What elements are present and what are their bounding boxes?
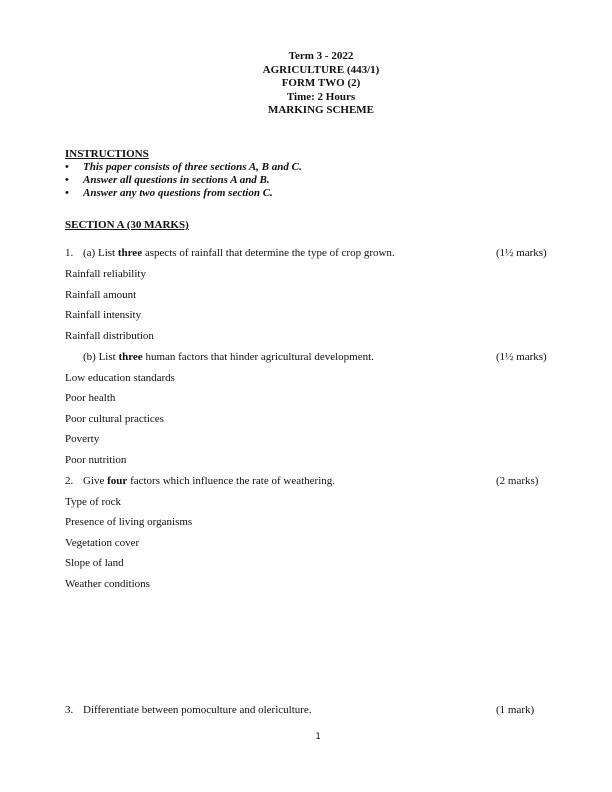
answer-item: Rainfall amount: [65, 289, 137, 301]
question-number: 3.: [65, 704, 74, 716]
answer-item: Rainfall distribution: [65, 330, 154, 342]
question-part: (b): [83, 351, 96, 363]
question-marks: (1 mark): [496, 704, 535, 716]
bullet-icon: •: [65, 174, 69, 186]
question-marks: (1½ marks): [496, 351, 547, 363]
answer-item: Vegetation cover: [65, 537, 140, 549]
question-number: 2.: [65, 475, 74, 487]
answer-item: Low education standards: [65, 372, 175, 384]
question-marks: (2 marks): [496, 475, 539, 487]
instruction-item: • Answer any two questions from section C.: [65, 187, 273, 199]
answer-item: Rainfall reliability: [65, 268, 146, 280]
answer-item: Poverty: [65, 433, 100, 445]
answer-item: Poor health: [65, 392, 116, 404]
answer-item: Rainfall intensity: [65, 309, 142, 321]
header-subject: AGRICULTURE (443/1): [262, 63, 380, 76]
document-header: [0, 50, 612, 118]
instructions-list: [65, 161, 565, 200]
answer-item: Presence of living organisms: [65, 516, 193, 528]
question-2: 2. Give four factors which influence the rate of weathering. (2 marks): [65, 475, 539, 487]
header-form: FORM TWO (2): [281, 77, 361, 89]
bullet-icon: •: [65, 187, 69, 199]
instruction-item: • This paper consists of three sections A, B and C.: [65, 161, 302, 173]
header-term: Term 3 - 2022: [288, 50, 354, 62]
question-part: (a): [83, 247, 96, 259]
answer-item: Slope of land: [65, 557, 124, 569]
question-1b: (b) List three human factors that hinder agricultural development. (1½ marks): [83, 351, 547, 363]
header-title: MARKING SCHEME: [267, 104, 375, 116]
instruction-item: • Answer all questions in sections A and B.: [65, 174, 270, 186]
answer-item: Type of rock: [65, 496, 122, 508]
answer-item: Poor cultural practices: [65, 413, 164, 425]
answer-item: Poor nutrition: [65, 454, 127, 466]
answer-item: Weather conditions: [65, 578, 150, 590]
question-3: 3. Differentiate between pomoculture and olericulture. (1 mark): [65, 704, 535, 716]
bullet-icon: •: [65, 161, 69, 173]
question-1a: 1. (a) List three aspects of rainfall that determine the type of crop grown. (1½ marks): [65, 247, 547, 259]
header-time: Time: 2 Hours: [286, 90, 356, 103]
section-a-title: SECTION A (30 MARKS): [65, 219, 189, 231]
question-marks: (1½ marks): [496, 247, 547, 259]
instructions-title: INSTRUCTIONS: [65, 148, 149, 160]
question-number: 1.: [65, 247, 74, 259]
instructions-block: [65, 148, 565, 200]
page-number: 1: [315, 732, 321, 742]
